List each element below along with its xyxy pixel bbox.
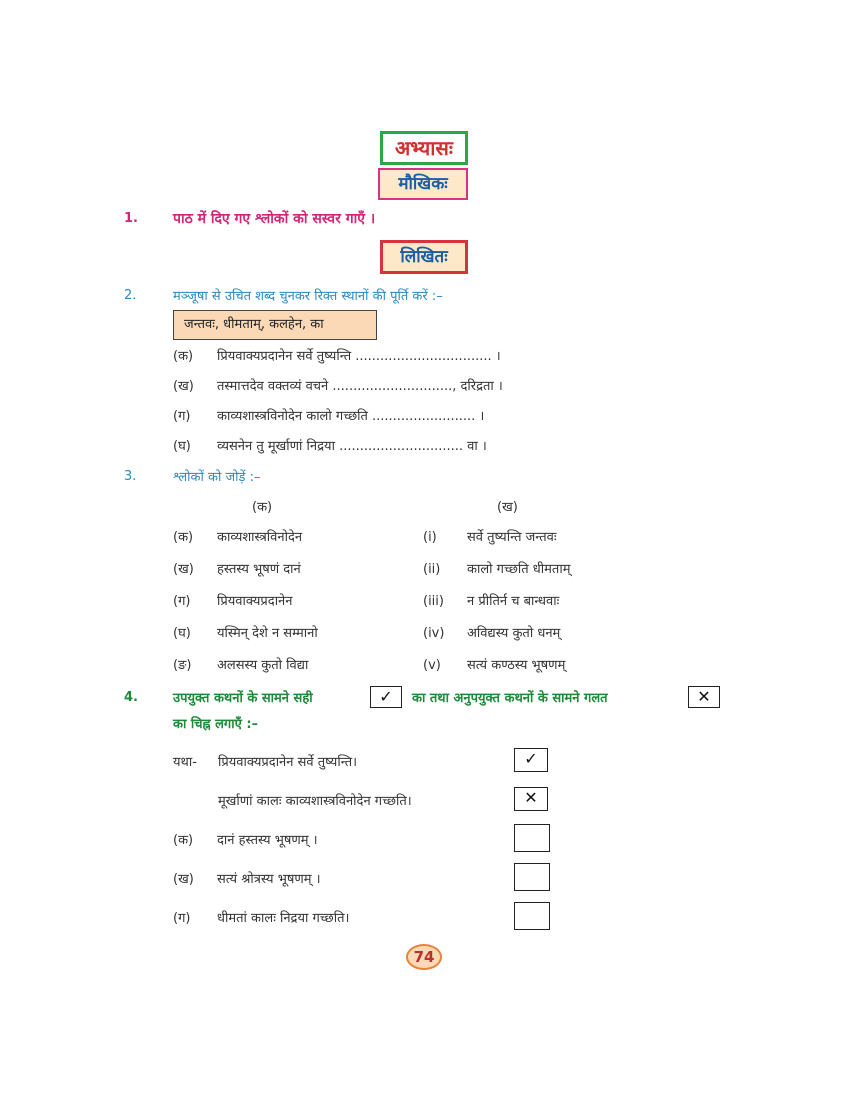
fill-item [173, 376, 503, 394]
match-right-text: कालो गच्छति धीमताम् [467, 562, 571, 577]
fill-item-text: प्रियवाक्यप्रदानेन सर्वे तुष्यन्ति ................................. । [217, 349, 501, 364]
fill-item-label: (क) [173, 349, 194, 364]
match-right-label: (iii) [423, 594, 444, 609]
match-left-item [173, 591, 293, 609]
match-right-item [423, 559, 570, 577]
match-right-item [423, 655, 565, 673]
statement-row [173, 908, 349, 926]
statement-row [173, 869, 321, 887]
match-left-label: (ङ) [173, 658, 192, 673]
match-right-item [423, 623, 560, 641]
match-left-label: (घ) [173, 626, 191, 641]
heading-abhyas: अभ्यासः [380, 131, 468, 165]
match-left-text: अलसस्य कुतो विद्या [217, 658, 309, 673]
question-4-text-b: का तथा अनुपयुक्त कथनों के सामने गलत [412, 691, 608, 706]
column-a-header: (क) [252, 500, 273, 515]
match-left-label: (ख) [173, 562, 194, 577]
heading-likhit: लिखितः [380, 240, 468, 274]
statement-text: दानं हस्तस्य भूषणम् । [217, 833, 318, 848]
answer-checkbox[interactable] [514, 863, 550, 891]
statement-text: धीमतां कालः निद्रया गच्छति। [217, 911, 350, 926]
question-4-text-c: का चिह्न लगाएँ :– [173, 717, 259, 732]
heading-maukhik: मौखिकः [378, 168, 468, 200]
answer-checkbox[interactable] [514, 902, 550, 930]
match-right-label: (v) [423, 658, 441, 673]
tick-checkbox[interactable]: ✓ [514, 748, 548, 772]
match-left-text: प्रियवाक्यप्रदानेन [217, 594, 293, 609]
statement-label: (ग) [173, 911, 191, 926]
question-4-text-a: उपयुक्त कथनों के सामने सही [173, 691, 313, 706]
answer-checkbox[interactable] [514, 824, 550, 852]
fill-item [173, 436, 487, 454]
fill-item-label: (घ) [173, 439, 191, 454]
column-b-header: (ख) [497, 500, 518, 515]
match-left-item [173, 623, 318, 641]
fill-item-label: (ग) [173, 409, 191, 424]
match-left-label: (ग) [173, 594, 191, 609]
statement-text: सत्यं श्रोत्रस्य भूषणम् । [217, 872, 321, 887]
match-left-text: काव्यशास्त्रविनोदेन [217, 530, 303, 545]
match-left-text: हस्तस्य भूषणं दानं [217, 562, 301, 577]
fill-item-text: व्यसनेन तु मूर्खाणां निद्रया .............................. वा । [217, 439, 487, 454]
match-right-text: न प्रीतिर्न च बान्धवाः [467, 594, 560, 609]
word-box: जन्तवः, धीमताम्, कलहेन, का [173, 310, 377, 340]
match-right-item [423, 591, 559, 609]
match-right-text: सत्यं कण्ठस्य भूषणम् [467, 658, 566, 673]
page-number: 74 [406, 944, 442, 970]
question-4-number: 4. [124, 690, 138, 705]
match-left-item [173, 559, 301, 577]
match-right-item [423, 527, 557, 545]
match-right-label: (i) [423, 530, 437, 545]
match-right-text: सर्वे तुष्यन्ति जन्तवः [467, 530, 557, 545]
statement-row [173, 830, 318, 848]
match-left-item [173, 655, 308, 673]
statement-label: (ख) [173, 872, 194, 887]
question-3-number: 3. [124, 469, 137, 484]
example-label: यथा- [173, 755, 197, 770]
question-2-number: 2. [124, 288, 137, 303]
fill-item [173, 406, 484, 424]
fill-item-text: तस्मात्तदेव वक्तव्यं वचने ............................., दरिद्रता । [217, 379, 503, 394]
cross-checkbox[interactable]: ✕ [514, 787, 548, 811]
tick-icon: ✓ [370, 686, 402, 708]
match-left-text: यस्मिन् देशे न सम्मानो [217, 626, 318, 641]
match-right-label: (iv) [423, 626, 445, 641]
fill-item [173, 346, 501, 364]
fill-item-label: (ख) [173, 379, 194, 394]
question-2-text: मञ्जूषा से उचित शब्द चुनकर रिक्त स्थानों की पूर्ति करें :– [173, 289, 443, 304]
match-right-text: अविद्यस्य कुतो धनम् [467, 626, 561, 641]
match-left-label: (क) [173, 530, 194, 545]
statement-text: मूर्खाणां कालः काव्यशास्त्रविनोदेन गच्छति। [218, 794, 412, 809]
statement-text: प्रियवाक्यप्रदानेन सर्वे तुष्यन्ति। [218, 755, 358, 770]
fill-item-text: काव्यशास्त्रविनोदेन कालो गच्छति ......................... । [217, 409, 485, 424]
statement-label: (क) [173, 833, 194, 848]
match-right-label: (ii) [423, 562, 441, 577]
question-1-text: पाठ में दिए गए श्लोकों को सस्वर गाएँ । [173, 211, 376, 227]
match-left-item [173, 527, 302, 545]
question-1-number: 1. [124, 211, 138, 226]
question-3-text: श्लोकों को जोड़ें :– [173, 470, 261, 485]
cross-icon: ✕ [688, 686, 720, 708]
